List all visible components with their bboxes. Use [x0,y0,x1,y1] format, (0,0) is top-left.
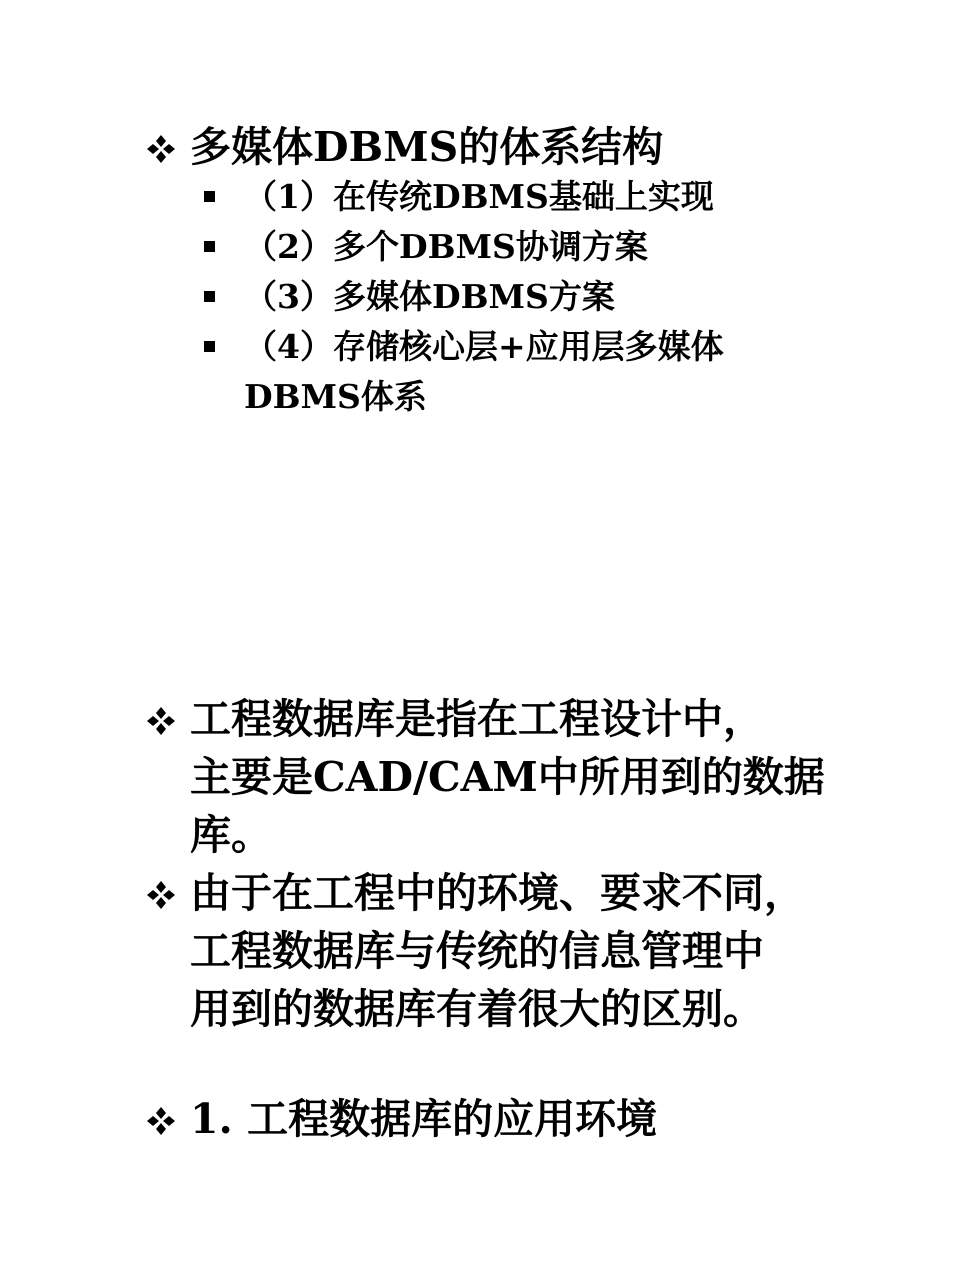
square-bullet-icon [204,191,215,202]
paragraph-line: 库。 [190,811,272,859]
four-diamond-bullet-icon [146,134,176,164]
list-item-text: DBMS体系 [244,377,427,416]
bullet-paragraph [190,864,825,922]
square-bullet-icon [204,291,215,302]
square-bullet-icon [204,341,215,352]
section-heading: 多媒体DBMS的体系结构 [190,123,664,171]
paragraph-line: 工程数据库是指在工程设计中， [190,695,764,743]
section-heading: 1. 工程数据库的应用环境 [190,1095,658,1143]
list-item [244,172,724,222]
paragraph-line: 由于在工程中的环境、要求不同， [190,869,805,917]
list-item [244,222,724,272]
paragraph-line: 工程数据库与传统的信息管理中 [190,927,764,975]
heading-row [190,118,663,176]
bullet-paragraph [190,1090,657,1148]
four-diamond-bullet-icon [146,1106,176,1136]
list-item-text: （4）存储核心层+应用层多媒体 [244,327,724,366]
bullet-paragraph [190,690,825,748]
list-item-text: （3）多媒体DBMS方案 [244,277,615,316]
paragraph-continuation [190,806,825,864]
sub-list [244,172,724,422]
paragraph-continuation [190,922,825,980]
section-multimedia-dbms [190,118,663,176]
paragraph-line: 主要是CAD/CAM中所用到的数据 [190,753,825,801]
list-item-text: （2）多个DBMS协调方案 [244,227,648,266]
paragraph-continuation [190,748,825,806]
paragraph-continuation [190,980,825,1038]
four-diamond-bullet-icon [146,706,176,736]
section-application-env [190,1090,657,1148]
square-bullet-icon [204,241,215,252]
list-item-continuation [244,372,724,422]
four-diamond-bullet-icon [146,880,176,910]
paragraph-line: 用到的数据库有着很大的区别。 [190,985,764,1033]
list-item [244,272,724,322]
list-item [244,322,724,372]
section-engineering-db [190,690,825,1038]
list-item-text: （1）在传统DBMS基础上实现 [244,177,714,216]
